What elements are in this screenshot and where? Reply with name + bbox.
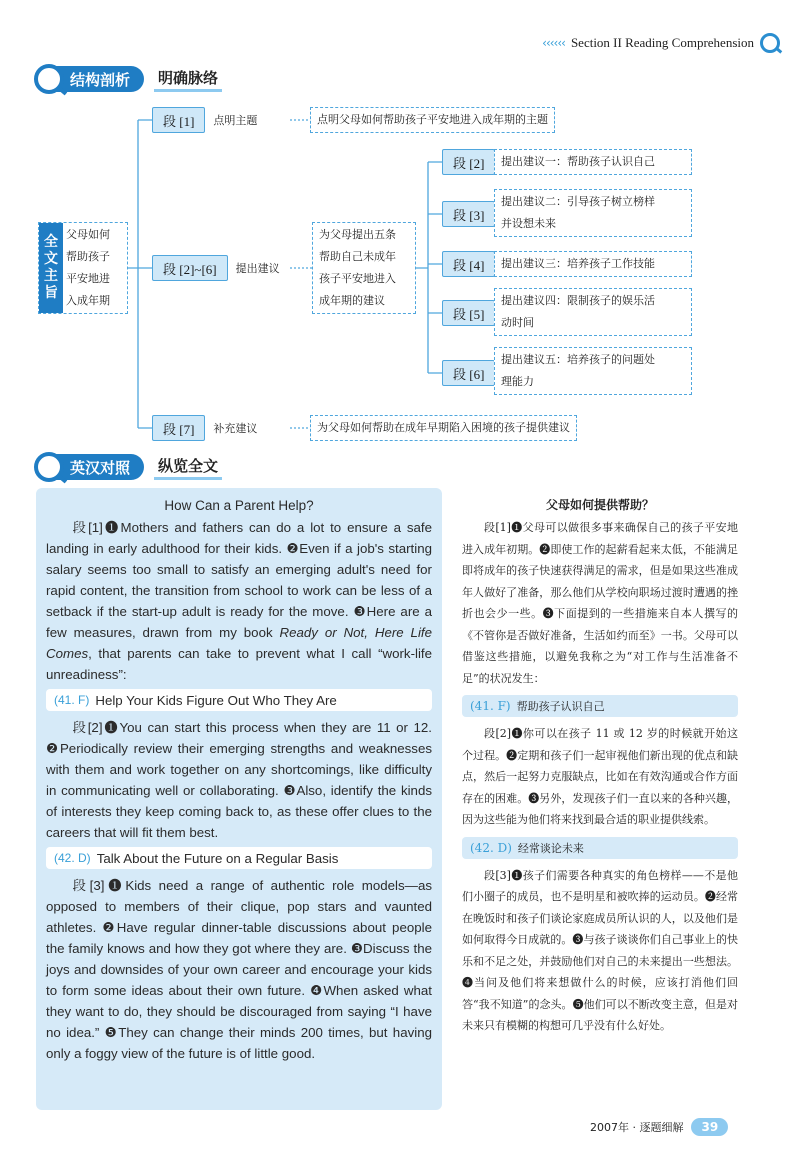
segment-label: 段 [6]: [442, 360, 495, 386]
banner-subtitle: 明确脉络: [154, 67, 222, 92]
book-title: Ready or Not, Here Life Comes: [46, 625, 432, 661]
answer-41: [46, 689, 432, 711]
main-idea-char: 文: [44, 251, 58, 267]
note-line: 为父母提出五条: [319, 228, 396, 241]
segment-desc: 点明主题: [213, 114, 258, 127]
sub-segment-2: [442, 149, 495, 175]
footer-text: 2007年 · 逐题细解: [590, 1121, 684, 1134]
answer-key: (42. D): [470, 840, 512, 855]
note-line: 理能力: [501, 375, 534, 388]
answer-key: (41. F): [470, 699, 511, 713]
segment-label: 段 [4]: [442, 251, 495, 277]
answer-text: 经常谈论未来: [517, 841, 584, 855]
section-banner-bilingual: [34, 452, 222, 482]
answer-text: 帮助孩子认识自己: [516, 700, 605, 713]
english-text-panel: [36, 488, 442, 1110]
note-line: 成年期的建议: [319, 294, 385, 307]
note-line: 动时间: [501, 316, 534, 329]
main-idea-tag: [39, 223, 63, 313]
main-idea-line: 平安地进: [66, 272, 110, 285]
note-line: 提出建议五：培养孩子的问题处: [501, 353, 655, 366]
segment-7: [152, 415, 257, 441]
note-line: 提出建议四：限制孩子的娱乐活: [501, 294, 655, 307]
sub-segment-5: [442, 300, 495, 326]
note-line: 提出建议一：帮助孩子认识自己: [501, 155, 655, 168]
banner-label: 英汉对照: [52, 454, 144, 480]
segment-label: 段 [7]: [152, 415, 205, 441]
english-paragraph-2: 段[2]❶You can start this process when they are 11 or 12. ❷Periodically review their emerging strengths and weaknesses with them and work together on any shortcomings, like difficulty in communicating well or collaborating. ❸Also, identify the kinds of interests they keep coming back to, as these offer clues to the careers that will fit them best.: [46, 720, 432, 840]
note-line: 提出建议二：引导孩子树立榜样: [501, 195, 655, 208]
sub-segment-6: [442, 360, 495, 386]
structure-diagram: [0, 0, 800, 460]
segment-1-note: 点明父母如何帮助孩子平安地进入成年期的主题: [310, 107, 555, 133]
chinese-title: 父母如何提供帮助？: [545, 498, 654, 512]
answer-text: Talk About the Future on a Regular Basis: [96, 850, 339, 866]
page-number: 39: [691, 1118, 728, 1136]
answer-41-cn: [462, 695, 738, 717]
segment-2-6: [152, 255, 280, 281]
chinese-text-panel: [462, 496, 738, 1110]
segment-7-note: 为父母如何帮助在成年早期陷入困境的孩子提供建议: [310, 415, 577, 441]
banner-subtitle: 纵览全文: [154, 455, 222, 480]
answer-key: (42. D): [54, 851, 91, 865]
segment-label: 段 [2]: [442, 149, 495, 175]
magnifier-icon: [34, 64, 64, 94]
segment-label: 段 [2]~[6]: [152, 255, 228, 281]
segment-2-6-note: [312, 222, 416, 314]
sub-segment-4: [442, 251, 495, 277]
sub-segment-5-note: [494, 288, 692, 336]
segment-label: 段 [1]: [152, 107, 205, 133]
segment-1: [152, 107, 257, 133]
main-idea-line: 帮助孩子: [66, 250, 110, 263]
sub-segment-6-note: [494, 347, 692, 395]
main-idea-char: 旨: [44, 285, 58, 301]
segment-desc: 提出建议: [235, 262, 280, 275]
main-idea-char: 全: [44, 234, 58, 250]
answer-key: (41. F): [54, 693, 90, 707]
sub-segment-3-note: [494, 189, 692, 237]
note-line: 并设想未来: [501, 217, 556, 230]
chinese-paragraph-1: 段[1]❶父母可以做很多事来确保自己的孩子平安地进入成年初期。❷即使工作的起薪看起来太低，不能满足即将成年的孩子快速获得满足的需求，但是如果这些准成年人做好了准备，那么他们从学校向职场过渡时遭遇的挫折也会少一些。❸下面提到的一些措施来自本人撰写的《不管你是否做好准备，生活如约而至》一书。父母可以借鉴这些措施，以避免我称之为“对工作与生活准备不足”的状况发生：: [462, 521, 738, 685]
english-paragraph-3: 段[3]❶Kids need a range of authentic role models—as opposed to members of their clique, pop stars and vaunted athletes. ❷Have regular dinner-table discussions about people the family knows and how they got where they are. ❸Discuss the joys and downsides of your own career and encourage your kids to form some ideas about their own future. ❹When asked what they want to do, they should be discouraged from saying “I have no idea.” ❺They can change their minds 200 times, but having only a foggy view of the future is of little good.: [46, 878, 432, 1061]
sub-segment-3: [442, 201, 495, 227]
paragraph-text: 段[1]❶Mothers and fathers can do a lot to ensure a safe landing in early adulthood for their kids. ❷Even if a job's starting salary seems too small to satisfy an emerging adult's need for rapid content, the transition from school to work can be less of a setback if the start-up adult is ready for the move. ❸Here are a few measures, drawn from my book: [46, 520, 432, 640]
section-title: Section II Reading Comprehension: [570, 35, 754, 50]
segment-desc: 补充建议: [213, 422, 258, 435]
note-line: 孩子平安地进入: [319, 272, 396, 285]
note-line: 提出建议三：培养孩子工作技能: [501, 257, 655, 270]
header-arrows: ‹‹‹‹‹‹: [542, 36, 565, 50]
answer-42: [46, 847, 432, 869]
note-line: 帮助自己未成年: [319, 250, 396, 263]
banner-label: 结构剖析: [52, 66, 144, 92]
main-idea-char: 主: [44, 268, 58, 284]
main-idea-text: [63, 223, 127, 313]
segment-label: 段 [3]: [442, 201, 495, 227]
chinese-paragraph-2: 段[2]❶你可以在孩子 11 或 12 岁的时候就开始这个过程。❷定期和孩子们一起审视他们新出现的优点和缺点，然后一起努力克服缺点，比如在有效沟通或合作方面存在的困难。❸另外，发现孩子们一直以来的各种兴趣，因为这些能为他们将来找到最合适的职业提供线索。: [462, 727, 738, 826]
page-footer: [590, 1116, 728, 1138]
main-idea-line: 入成年期: [66, 294, 110, 307]
chinese-paragraph-3: 段[3]❶孩子们需要各种真实的角色榜样——不是他们小圈子的成员，也不是明星和被吹捧的运动员。❷经常在晚饭时和孩子们谈论家庭成员所认识的人，以及他们是如何取得今日成就的。❸与孩子谈谈你们自己事业上的快乐和不足之处，并鼓励他们对自己的未来提出一些想法。❹当问及他们将来想做什么的时候，应该打消他们回答“我不知道”的念头。❺他们可以不断改变主意，但是对未来只有模糊的构想可几乎没有什么好处。: [462, 868, 738, 1032]
answer-42-cn: [462, 837, 738, 859]
main-idea-box: [38, 222, 128, 314]
english-title: How Can a Parent Help?: [164, 498, 314, 513]
segment-label: 段 [5]: [442, 300, 495, 326]
english-paragraph-1: [46, 517, 432, 685]
magnifier-icon: [34, 452, 64, 482]
sub-segment-2-note: [494, 149, 692, 175]
paragraph-text: , that parents can take to prevent what I call “work-life unreadiness”:: [46, 646, 432, 682]
answer-text: Help Your Kids Figure Out Who They Are: [95, 692, 337, 708]
main-idea-line: 父母如何: [66, 228, 110, 241]
sub-segment-4-note: [494, 251, 692, 277]
